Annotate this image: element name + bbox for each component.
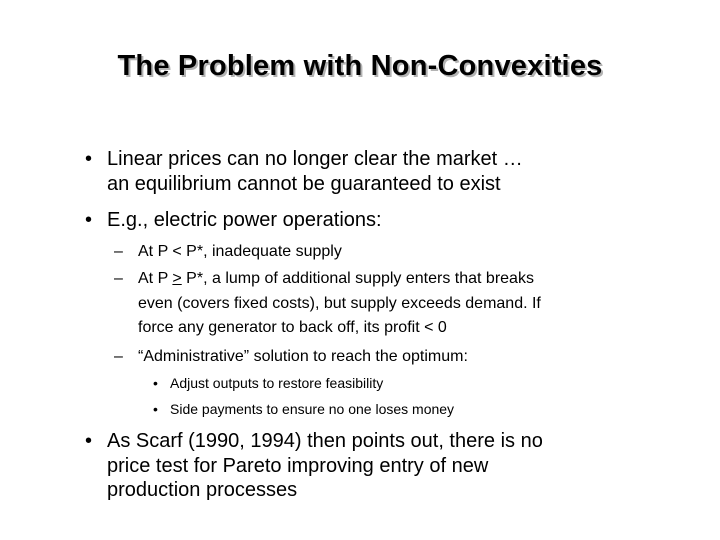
slide-title: The Problem with Non-Convexities: [117, 50, 603, 82]
dash-marker: –: [114, 348, 123, 365]
bullet-item: [85, 208, 382, 233]
dash-marker: –: [114, 243, 123, 260]
dash-marker: –: [114, 270, 123, 287]
bullet-text-line: production processes: [107, 479, 298, 501]
sub-bullet-text-line: “Administrative” solution to reach the optimum:: [138, 348, 468, 365]
bullet-text-line: an equilibrium cannot be guaranteed to exist: [107, 172, 501, 195]
sub-bullet-item: [114, 240, 342, 265]
sub-sub-bullet-text: Adjust outputs to restore feasibility: [170, 375, 384, 391]
bullet-marker: •: [85, 430, 93, 452]
text-segment: P*, a lump of additional supply enters that breaks: [181, 270, 534, 287]
sub-bullet-text-line: even (covers fixed costs), but supply exceeds demand. If: [138, 294, 541, 312]
bullet-marker: •: [153, 375, 158, 391]
sub-sub-bullet-item: [153, 397, 455, 421]
sub-bullet-text-line: force any generator to back off, its profit < 0: [138, 319, 447, 336]
sub-sub-bullet-item: [153, 371, 384, 395]
sub-bullet-item: [114, 345, 468, 370]
bullet-text-line: price test for Pareto improving entry of new: [107, 454, 489, 477]
bullet-item: [85, 429, 543, 503]
bullet-text-line: Linear prices can no longer clear the market …: [107, 148, 523, 170]
sub-sub-bullet-text: Side payments to ensure no one loses money: [170, 401, 455, 417]
bullet-marker: •: [85, 209, 93, 231]
bullet-text-line: E.g., electric power operations:: [107, 209, 382, 231]
text-segment: At P: [138, 270, 173, 287]
sub-bullet-text-line: [138, 267, 541, 292]
sub-bullet-text-line: At P < P*, inadequate supply: [138, 243, 342, 260]
bullet-marker: •: [153, 401, 158, 417]
bullet-item: [85, 147, 523, 196]
bullet-text-line: As Scarf (1990, 1994) then points out, there is no: [107, 430, 543, 452]
underlined-symbol: >: [172, 270, 182, 287]
bullet-marker: •: [85, 148, 93, 170]
sub-bullet-item: [114, 267, 541, 341]
